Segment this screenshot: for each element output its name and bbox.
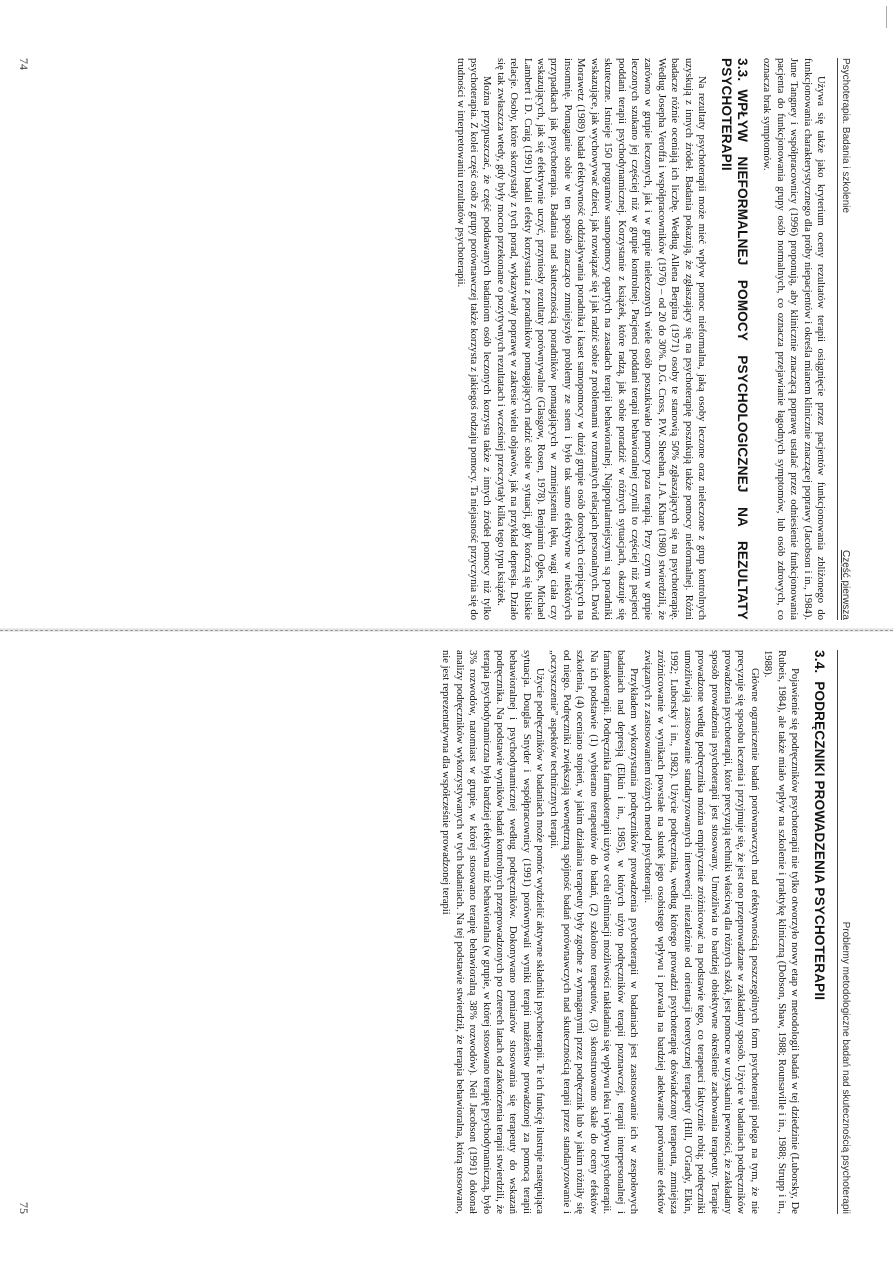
left-paragraph-1: Używa się także jako kryterium oceny rezultatów terapii osiągnięcie przez pacjentów funkcjonowania zbliżonego do funkcjonowania charakterystycznego dla próby niepacjentów i określa mianem klinicznie znaczącej poprawy (Jacobson i in., 1984). June Tangney i współpracownicy (1996) proponują, aby klinicznie znaczącą poprawę ustalać przez odniesienie funkcjonowania pacjenta do funkcjonowania grupy osób normalnych, co oznacza przejawianie łagodnych symptomów, lub osób zdrowych, co oznacza brak symptomów. [761, 58, 826, 620]
section-heading-3-3 [718, 58, 750, 620]
section-heading-3-3-title: WPŁYW NIEFORMALNEJ POMOCY PSYCHOLOGICZNEJ NA REZULTATY PSYCHOTERAPII [718, 58, 750, 620]
right-page-body [439, 650, 827, 1214]
right-running-head-title: Problemy metodologiczne badań nad skutecznością psychoterapii [840, 921, 851, 1214]
page-number-left: 74 [17, 58, 31, 70]
left-page-body [453, 58, 827, 620]
right-paragraph-4: Użycie podręczników w badaniach może pomóc wydzielić aktywne składniki psychoterapii. Te ich funkcję ilustruje następująca sytuacja. Douglas Snyder i współpracownicy (1991) porównywali wyniki terapii małżeństw prowadzonej za pomocą terapii behawioralnej i psychodynamicznej według podręczników. Dokonywano pomiarów stosowania się terapeuty do wskazań podręcznika. Na podstawie wyników badań kontrolnych przeprowadzonych po czterech latach od zakończenia terapii stwierdzili, że terapia psychodynamiczna była bardziej efektywna niż behawioralna (w grupie, w której stosowano terapię psychodynamiczną, było 3% rozwodów, natomiast w grupie, w której stosowano terapię behawioralną 38% rozwodów). Neil Jacobson (1991) dokonał analizy podręczników wykorzystywanych w tych badaniach. Na tej podstawie stwierdził, że terapia behawioralna, którą stosowano, nie jest reprezentatywna dla współcześnie prowadzonej terapii [440, 650, 546, 1214]
left-page [0, 10, 893, 634]
left-paragraph-2: Na rezultaty psychoterapii może mieć wpływ pomoc nieformalna, jaką osoby leczone oraz nieleczone z grup kontrolnych uzyskują z innych źródeł. Badania pokazują, że zgłaszający się na psychoterapię poszukują także pomocy nieformalnej. Różni badacze różnie oceniają ich liczbę. Według Allena Bergina (1971) osoby te stanowią 50% zgłaszających się na psychoterapię. Według Josepha Veroffa i współpracowników (1976) – od 20 do 30%. D.G. Cross, P.W. Sheehan, J.A. Khan (1980) stwierdzili, że zarówno w grupie leczonych, jak i w grupie nieleczonych wiele osób poszukiwało pomocy poza terapią. Przy czym w grupie leczonych szukano jej częściej niż w grupie kontrolnej. Pacjenci poddani terapii behawioralnej czynili to częściej niż pacjenci poddani terapii psychodynamicznej. Korzystanie z książek, które radzą, jak sobie poradzić w różnych sytuacjach, okazuje się skuteczne. Istnieje 150 programów samopomocy opartych na zasadach terapii behawioralnej. Najpopularniejszymi są poradniki wskazujące, jak wychowywać dzieci, jak rozwiązać się i jak radzić sobie z problemami w rozmaitych relacjach personalnych. David Morawetz (1989) badał efektywność oddziaływania poradnika i kaset samopomocy w dużej grupie osób dorosłych cierpiących na insomnię. Pomaganie sobie w ten sposób znacząco zmniejszyło problemy ze snem i było tak samo efektywne w niektórych przypadkach jak psychoterapia. Badania nad skutecznością poradników pomagających w zmniejszeniu lęku, wagi ciała czy wskazujących, jak się efektywnie uczyć, przyniosły rezultaty porównywalne (Glasgow, Rosen, 1978). Benjamin Ogles, Michael Lambert i D. Craig (1991) badali efekty korzystania z poradników pomagających radzić sobie w sytuacji, gdy kończą się bliskie relacje. Osoby, które skorzystały z tych porad, wykazywały poprawę w zakresie wielu objawów, jak na przykład depresja. Działo się tak zwłaszcza wtedy, gdy były mocno przekonane o pozytywnych rezultatach i wcześniej przeczytały kilka tego typu książek. [494, 58, 707, 620]
page-number-right: 75 [17, 1202, 31, 1214]
right-paragraph-2: Główne ograniczenie badań porównawczych nad efektywnością poszczególnych form psychoterapii polega na tym, że nie precyzuje się sposobu leczenia i przyjmuje się, że jest ono przeprowadzane w zakładany sposób. Użycie w badaniach podręczników prowadzenia psychoterapii, które precyzują techniki właściwą dla różnych szkół, jest pomocne w uzyskaniu pewności, że zakładany sposób prowadzenia psychoterapii jest stosowany. Umożliwia to bardziej obiektywne określenie zachowania terapeuty. Terapie prowadzone według podręcznika można empirycznie zróżnicować na podstawie tego, co terapeuci faktycznie robią; podręczniki umożliwiają zastosowanie standaryzowanych interwencji niezależnie od orientacji teoretycznej terapeuty (Hill, O'Grady, Elkin, 1992; Luborsky i in., 1982). Użycie podręcznika, według którego prowadzi psychoterapię doświadczony terapeuta, zmniejsza zróżnicowanie w wynikach powstałe na skutek jego osobistego wpływu i pozwala na bardziej adekwatne porównanie efektów związanych z zastosowaniem różnych metod psychoterapii. [641, 650, 760, 1214]
section-heading-3-4-number: 3.4. [812, 650, 827, 674]
left-running-head-part: Część pierwsza [840, 549, 851, 620]
left-paragraph-3: Można przypuszczać, że część poddawanych badaniom osób leczonych korzysta także z innych źródeł pomocy niż tylko psychoterapia. Z kolei część osób z grupy porównawczej także korzysta z jakiegoś rodzaju pomocy. Ta niejasność przyczynia się do trudności w interpretowaniu rezultatów psychoterapii. [454, 58, 493, 620]
right-paragraph-3: Przykładem wykorzystania podręczników prowadzenia psychoterapii w badaniach jest zastosowanie ich w zespołowych badaniach nad depresją (Elkin i in., 1985), w których użyto podręczników terapii poznawczej, terapii interpersonalnej i farmakoterapii. Podręcznika farmakoterapii użyto w celu eliminacji możliwości nakładania się wpływu leku i wpływu psychoterapii. Na ich podstawie (1) wybierano terapeutów do badań, (2) szkolono terapeutów, (3) skonstruowano skale do oceny efektów szkolenia, (4) oceniano stopień, w jakim działania terapeuty były zgodne z wymaganymi przez podręcznik lub w jakim różniły się od niego. Podręczniki zwiększają wewnętrzną spójność badań porównawczych nad skutecznością terapii przez standaryzowanie i „oczyszczenie” aspektów technicznych terapii. [547, 650, 640, 1214]
left-running-head [837, 58, 851, 620]
gutter-fold-line [0, 630, 893, 632]
section-heading-3-4-title: PODRĘCZNIKI PROWADZENIA PSYCHOTERAPII [812, 681, 827, 1001]
right-paragraph-1: Pojawienie się podręczników psychoterapii nie tylko otworzyło nowy etap w metodologii badań w tej dziedzinie (Luborsky, De Rubeis, 1984), ale także miało wpływ na szkolenie i praktykę kliniczną (Dobson, Shaw, 1988; Rounsaville i in., 1988; Strupp i in., 1988). [762, 650, 800, 1214]
right-page [0, 636, 893, 1260]
left-running-head-title: Psychoterapia. Badania i szkolenie [840, 58, 851, 214]
section-heading-3-4 [811, 650, 827, 1214]
section-heading-3-3-number: 3.3. [734, 58, 750, 82]
right-running-head [837, 650, 851, 1214]
